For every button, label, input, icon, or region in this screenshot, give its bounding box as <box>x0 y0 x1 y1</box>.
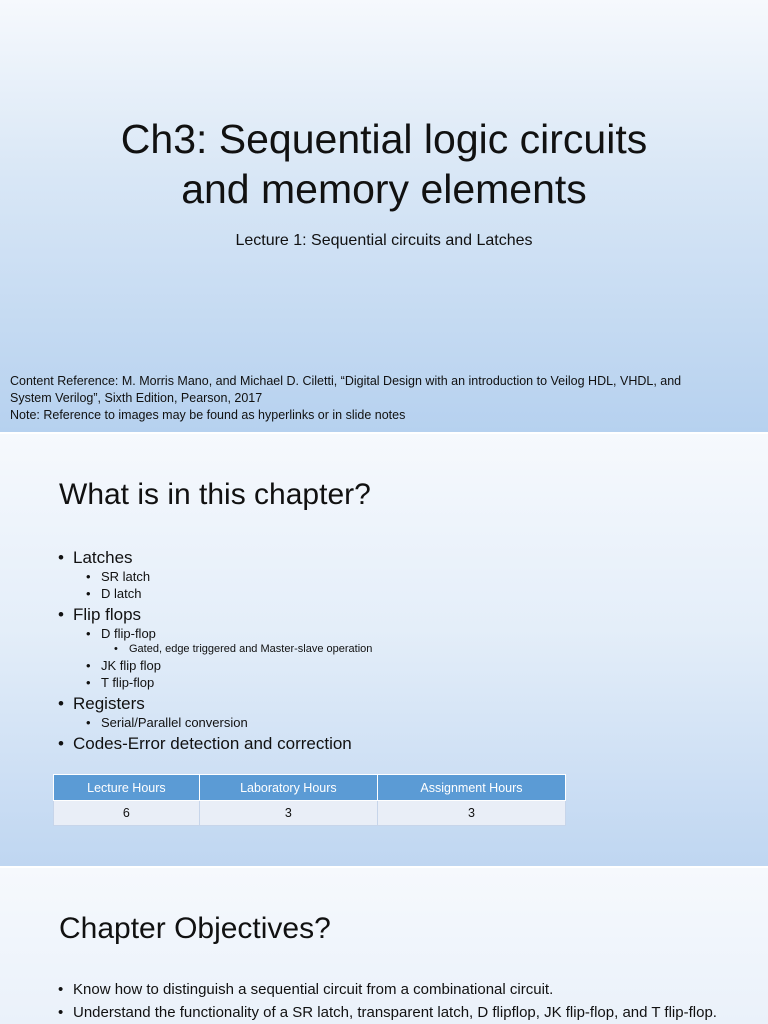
slide-heading: Chapter Objectives? <box>59 912 331 945</box>
value-laboratory-hours: 3 <box>199 801 377 826</box>
objectives-list <box>58 980 748 1024</box>
reference-note: Note: Reference to images may be found as hyperlinks or in slide notes <box>10 408 406 422</box>
value-lecture-hours: 6 <box>54 801 200 826</box>
hours-value-row <box>54 801 566 826</box>
bullet-sr-latch: • SR latch <box>86 568 372 585</box>
title-slide <box>0 0 768 432</box>
bullet-codes: • Codes-Error detection and correction <box>58 734 372 754</box>
bullet-jk-flip-flop: • JK flip flop <box>86 657 372 674</box>
bullet-d-flip-flop: • D flip-flop <box>86 625 372 642</box>
slide-subtitle: Lecture 1: Sequential circuits and Latches <box>235 232 533 249</box>
title-line-1: Ch3: Sequential logic circuits <box>120 116 648 162</box>
header-laboratory-hours: Laboratory Hours <box>199 775 377 801</box>
bullet-t-flip-flop: • T flip-flop <box>86 674 372 691</box>
slide-title <box>0 114 768 214</box>
reference-line-1: Content Reference: M. Morris Mano, and Michael D. Ciletti, “Digital Design with an introduction to Veilog HDL, VHDL, and <box>10 374 682 388</box>
slide-heading: What is in this chapter? <box>59 478 371 511</box>
objective-item: • Know how to distinguish a sequential circuit from a combinational circuit. <box>58 980 748 999</box>
bullet-registers: • Registers <box>58 694 372 714</box>
bullet-d-latch: • D latch <box>86 585 372 602</box>
chapter-contents-slide <box>0 434 768 866</box>
bullet-serial-parallel: • Serial/Parallel conversion <box>86 714 372 731</box>
header-lecture-hours: Lecture Hours <box>54 775 200 801</box>
contents-list <box>58 545 372 754</box>
content-reference <box>10 373 750 424</box>
header-assignment-hours: Assignment Hours <box>377 775 565 801</box>
objectives-slide <box>0 868 768 1024</box>
title-line-2: and memory elements <box>181 166 587 212</box>
hours-table <box>53 774 566 826</box>
objective-item: • Understand the functionality of a SR latch, transparent latch, D flipflop, JK flip-flop, and T flip-flop. <box>58 1003 748 1022</box>
reference-line-2: System Verilog”, Sixth Edition, Pearson, 2017 <box>10 391 263 405</box>
bullet-gated-note: • Gated, edge triggered and Master-slave operation <box>114 642 372 657</box>
value-assignment-hours: 3 <box>377 801 565 826</box>
bullet-latches: • Latches <box>58 548 372 568</box>
hours-header-row <box>54 775 566 801</box>
bullet-flip-flops: • Flip flops <box>58 605 372 625</box>
